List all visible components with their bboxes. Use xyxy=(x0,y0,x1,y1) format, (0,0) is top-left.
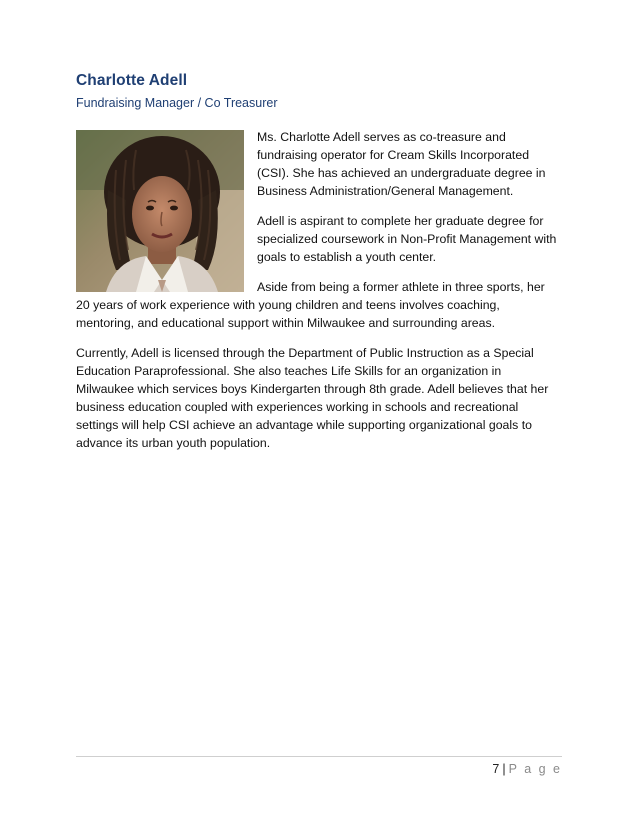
page-footer xyxy=(492,762,562,776)
bio-text-line: (CSI). She has achieved an undergraduate degree in xyxy=(257,166,546,180)
bio-text-line: goals to establish a youth center. xyxy=(257,250,437,264)
portrait-photo xyxy=(76,130,244,292)
body-text-line: Education Paraprofessional. She also teaches Life Skills for an organization in xyxy=(76,364,502,378)
body-text-line: Currently, Adell is licensed through the Department of Public Instruction as a Special xyxy=(76,346,534,360)
body-text-line: advance its urban youth population. xyxy=(76,436,271,450)
person-name: Charlotte Adell xyxy=(76,72,188,89)
portrait-illustration xyxy=(76,130,244,292)
bio-text-line: Ms. Charlotte Adell serves as co-treasure and xyxy=(257,130,506,144)
bio-text-line: Business Administration/General Management. xyxy=(257,184,514,198)
bio-text-line: Adell is aspirant to complete her graduate degree for xyxy=(257,214,544,228)
footer-divider xyxy=(76,756,562,757)
bio-text-line: fundraising operator for Cream Skills Incorporated xyxy=(257,148,530,162)
page-label: P a g e xyxy=(508,762,562,776)
body-text-line: settings will help CSI achieve an advantage while supporting organizational goals to xyxy=(76,418,532,432)
bio-text-line: Aside from being a former athlete in three sports, her xyxy=(257,280,545,294)
footer-separator: | xyxy=(502,762,506,776)
body-text-line: business education coupled with experiences working in schools and recreational xyxy=(76,400,519,414)
body-text-line: 20 years of work experience with young children and teens involves coaching, xyxy=(76,298,500,312)
body-text-line: mentoring, and educational support within Milwaukee and surrounding areas. xyxy=(76,316,496,330)
page-number: 7 xyxy=(492,762,500,776)
person-role: Fundraising Manager / Co Treasurer xyxy=(76,96,278,110)
body-text-line: Milwaukee which services boys Kindergarten through 8th grade. Adell believes that her xyxy=(76,382,549,396)
bio-text-line: specialized coursework in Non-Profit Management with xyxy=(257,232,557,246)
